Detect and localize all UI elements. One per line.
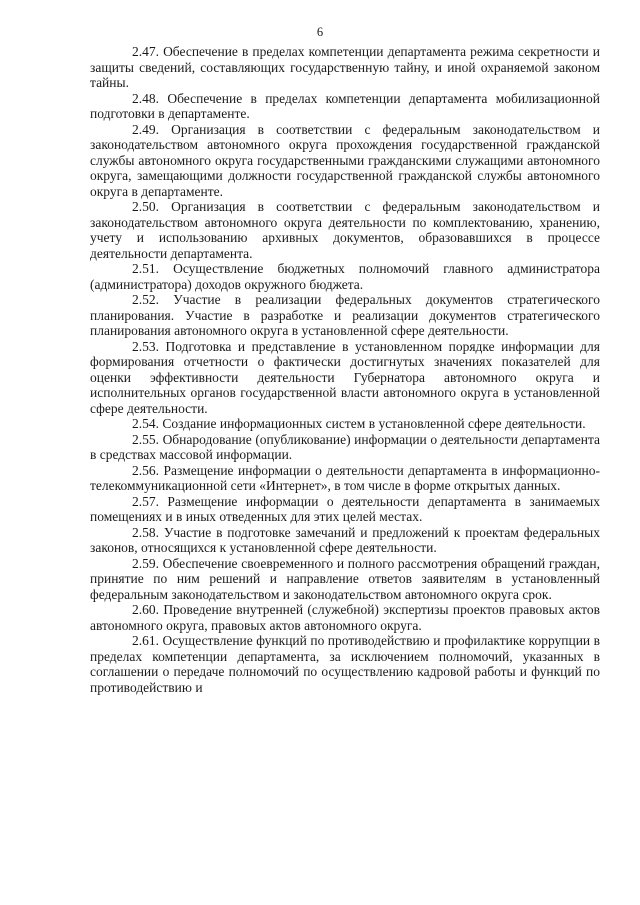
paragraph-2-49 — [90, 122, 600, 200]
paragraph-number: 2.49. — [132, 121, 159, 137]
paragraph-text: Размещение информации о деятельности департамента в занимаемых помещениях и в иных отведенных для этих целей местах. — [90, 493, 600, 524]
paragraph-number: 2.58. — [132, 524, 159, 540]
page-number: 6 — [316, 25, 324, 39]
paragraph-number: 2.47. — [132, 44, 159, 59]
paragraph-number: 2.59. — [132, 555, 159, 571]
paragraph-text: Обеспечение в пределах компетенции департамента режима секретности и защиты сведений, составляющих государственную тайну, и иной охраняемой законом тайны. — [90, 44, 600, 90]
paragraph-number: 2.53. — [132, 338, 159, 354]
paragraph-2-53 — [90, 339, 600, 417]
paragraph-text: Обеспечение своевременного и полного рассмотрения обращений граждан, принятие по ним решений и направление ответов заявителям в установленный федеральным законодательством и законодательством автономного округа срок. — [90, 555, 600, 602]
paragraph-2-54 — [90, 416, 600, 432]
paragraph-text: Организация в соответствии с федеральным законодательством и законодательством автономного округа прохождения государственной гражданской службы автономного округа государственными гражданскими служащими автономного округа, замещающими должности государственной гражданской службы автономного округа в департаменте. — [90, 121, 601, 199]
paragraph-text: Создание информационных систем в установленной сфере деятельности. — [162, 416, 586, 431]
paragraph-2-48 — [90, 91, 600, 122]
paragraph-2-60 — [90, 602, 600, 633]
paragraph-number: 2.57. — [132, 493, 159, 509]
paragraph-text: Подготовка и представление в установленном порядке информации для формирования отчетности о фактически достигнутых значениях показателей для оценки эффективности деятельности Губернатора автономного округа и исполнительных органов государственной власти автономного округа в установленной сфере деятельности. — [90, 338, 600, 416]
paragraph-text: Участие в подготовке замечаний и предложений к проектам федеральных законов, относящихся к установленной сфере деятельности. — [90, 524, 601, 555]
paragraph-text: Обнародование (опубликование) информации о деятельности департамента в средствах массовой информации. — [90, 431, 601, 462]
paragraph-2-52 — [90, 292, 600, 339]
paragraph-text: Осуществление бюджетных полномочий главного администратора (администратора) доходов окружного бюджета. — [90, 261, 601, 292]
paragraph-2-50 — [90, 199, 600, 261]
paragraph-text: Обеспечение в пределах компетенции департамента мобилизационной подготовки в департаменте. — [90, 90, 601, 121]
paragraph-2-56 — [90, 463, 600, 494]
paragraph-2-58 — [90, 525, 600, 556]
paragraph-number: 2.55. — [132, 431, 159, 447]
paragraph-2-47 — [90, 44, 600, 91]
paragraph-number: 2.60. — [132, 602, 159, 617]
paragraph-number: 2.50. — [132, 199, 159, 214]
paragraph-number: 2.61. — [132, 633, 159, 648]
paragraph-2-59 — [90, 556, 600, 603]
paragraph-number: 2.48. — [132, 90, 159, 106]
paragraph-number: 2.56. — [132, 462, 159, 478]
paragraph-number: 2.52. — [132, 292, 159, 307]
paragraph-2-55 — [90, 432, 600, 463]
paragraph-2-57 — [90, 494, 600, 525]
paragraph-2-51 — [90, 261, 600, 292]
document-body — [90, 44, 600, 695]
paragraph-text: Проведение внутренней (служебной) экспертизы проектов правовых актов автономного округа, правовых актов автономного округа. — [90, 602, 601, 633]
paragraph-number: 2.51. — [132, 261, 159, 276]
paragraph-number: 2.54. — [132, 416, 159, 431]
paragraph-text: Осуществление функций по противодействию и профилактике коррупции в пределах компетенции департамента, за исключением полномочий, указанных в соглашении о передаче полномочий по осуществлению кадровой работы и функций по противодействию и — [90, 633, 601, 695]
paragraph-text: Участие в реализации федеральных документов стратегического планирования. Участие в разработке и реализации документов стратегического планирования автономного округа в установленной сфере деятельности. — [90, 292, 600, 338]
paragraph-text: Организация в соответствии с федеральным законодательством и законодательством автономного округа деятельности по комплектованию, хранению, учету и использованию архивных документов, образовавшихся в процессе деятельности департамента. — [90, 199, 601, 261]
paragraph-text: Размещение информации о деятельности департамента в информационно-телекоммуникационной сети «Интернет», в том числе в форме открытых данных. — [90, 462, 601, 493]
paragraph-2-61 — [90, 633, 600, 695]
